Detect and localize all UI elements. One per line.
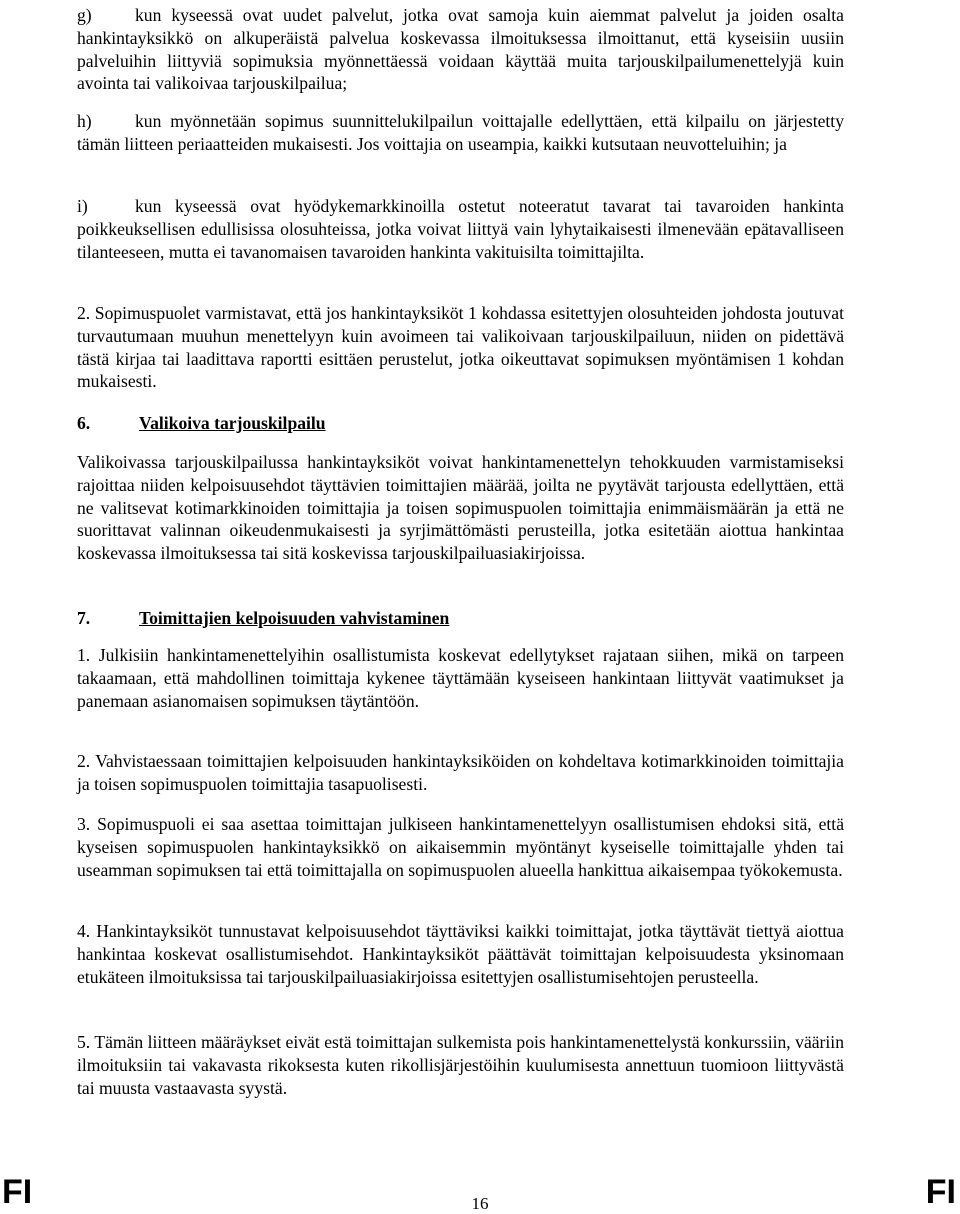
footer-language-code-right: FI [925,1173,956,1211]
item-text: kun kyseessä ovat uudet palvelut, jotka ovat samoja kuin aiemmat palvelut ja joiden osalta hankintayksikkö on alkuperäistä palvelua koskevassa ilmoituksessa ilmoittanut, että kyseisiin uusiin palveluihin liittyviä sopimuksia myönnettäessä voidaan käyttää muita tarjouskilpailumenettelyjä kuin avointa tai valikoivaa tarjouskilpailua; [77,5,844,94]
item-g [77,4,844,95]
item-i [77,195,844,263]
section-7-heading [77,607,449,630]
paragraph-text: 2. Sopimuspuolet varmistavat, että jos hankintayksiköt 1 kohdassa esitettyjen olosuhteiden johdosta joutuvat turvautumaan muuhun menettelyyn kuin avoimeen tai valikoivaan tarjouskilpailuun, niiden on pidettävä tästä kirjaa tai laadittava raportti esittäen perustelut, jotka oikeuttavat sopimuksen myöntämisen 1 kohdan mukaisesti. [77,303,844,392]
section-7-paragraph-3 [77,813,844,881]
section-7-paragraph-2 [77,750,844,796]
section-7-paragraph-5 [77,1031,844,1099]
item-label: h) [77,111,92,131]
item-label: i) [77,196,88,216]
item-text: kun myönnetään sopimus suunnittelukilpailun voittajalle edellyttäen, että kilpailu on järjestetty tämän liitteen periaatteiden mukaisesti. Jos voittajia on useampia, kaikki kutsutaan neuvotteluihin; ja [77,111,844,154]
paragraph-text: 3. Sopimuspuoli ei saa asettaa toimittajan julkiseen hankintamenettelyyn osallistumisen ehdoksi sitä, että kyseisen sopimuspuolen hankintayksikkö on aikaisemmin myöntänyt kyseiselle toimittajalle yhden tai useamman sopimuksen tai että toimittajalla on sopimuspuolen alueella hankittua aikaisempaa työkokemusta. [77,814,844,880]
paragraph-2 [77,302,844,393]
section-7-paragraph-1 [77,644,844,712]
section-6-body [77,451,844,565]
item-text: kun kyseessä ovat hyödykemarkkinoilla ostetut noteeratut tavarat tai tavaroiden hankinta poikkeuksellisen edullisissa olosuhteissa, jotka voivat liittyä vain lyhytaikaisesti ilmenevään epätavalliseen tilanteeseen, mutta ei tavanomaisen tavaroiden hankinta vakituisilta toimittajilta. [77,196,844,262]
item-label: g) [77,5,92,25]
section-title: Valikoiva tarjouskilpailu [139,413,326,433]
section-7-paragraph-4 [77,920,844,988]
footer-language-code-left: FI [2,1173,33,1211]
page-number: 16 [471,1194,489,1213]
paragraph-text: Valikoivassa tarjouskilpailussa hankintayksiköt voivat hankintamenettelyn tehokkuuden varmistamiseksi rajoittaa niiden kelpoisuusehdot täyttävien toimittajien määrää, joilta ne pyytävät tarjousta edellyttäen, että ne valitsevat kotimarkkinoiden toimittajia ja toisen sopimuspuolen toimittajia enimmäismäärän ja että ne suorittavat valinnan oikeudenmukaisesti ja syrjimättömästi perusteilla, jotka esitetään aiottua hankintaa koskevassa ilmoituksessa tai sitä koskevissa tarjouskilpailuasiakirjoissa. [77,452,844,564]
paragraph-text: 4. Hankintayksiköt tunnustavat kelpoisuusehdot täyttäviksi kaikki toimittajat, jotka täyttävät tiettyä aiottua hankintaa koskevat osallistumisehdot. Hankintayksiköt päättävät toimittajan kelpoisuudesta yksinomaan etukäteen ilmoituksissa tai tarjouskilpailuasiakirjoissa esitettyjen osallistumisehtojen perusteella. [77,921,844,987]
section-title: Toimittajien kelpoisuuden vahvistaminen [139,608,450,628]
item-h [77,110,844,156]
paragraph-text: 5. Tämän liitteen määräykset eivät estä toimittajan sulkemista pois hankintamenettelystä konkurssiin, vääriin ilmoituksiin tai vakavasta rikoksesta kuten rikollisjärjestöihin kuulumisesta annettuun tuomioon liittyvästä tai muusta vastaavasta syystä. [77,1032,844,1098]
paragraph-text: 2. Vahvistaessaan toimittajien kelpoisuuden hankintayksiköiden on kohdeltava kotimarkkinoiden toimittajia ja toisen sopimuspuolen toimittajia tasapuolisesti. [77,751,844,794]
section-number: 7. [77,608,91,628]
section-number: 6. [77,413,91,433]
section-6-heading [77,412,326,435]
paragraph-text: 1. Julkisiin hankintamenettelyihin osallistumista koskevat edellytykset rajataan siihen, mikä on tarpeen takaamaan, että mahdollinen toimittaja kykenee täyttämään kyseiseen hankintaan liittyvät vaatimukset ja panemaan asianomaisen sopimuksen täytäntöön. [77,645,844,711]
